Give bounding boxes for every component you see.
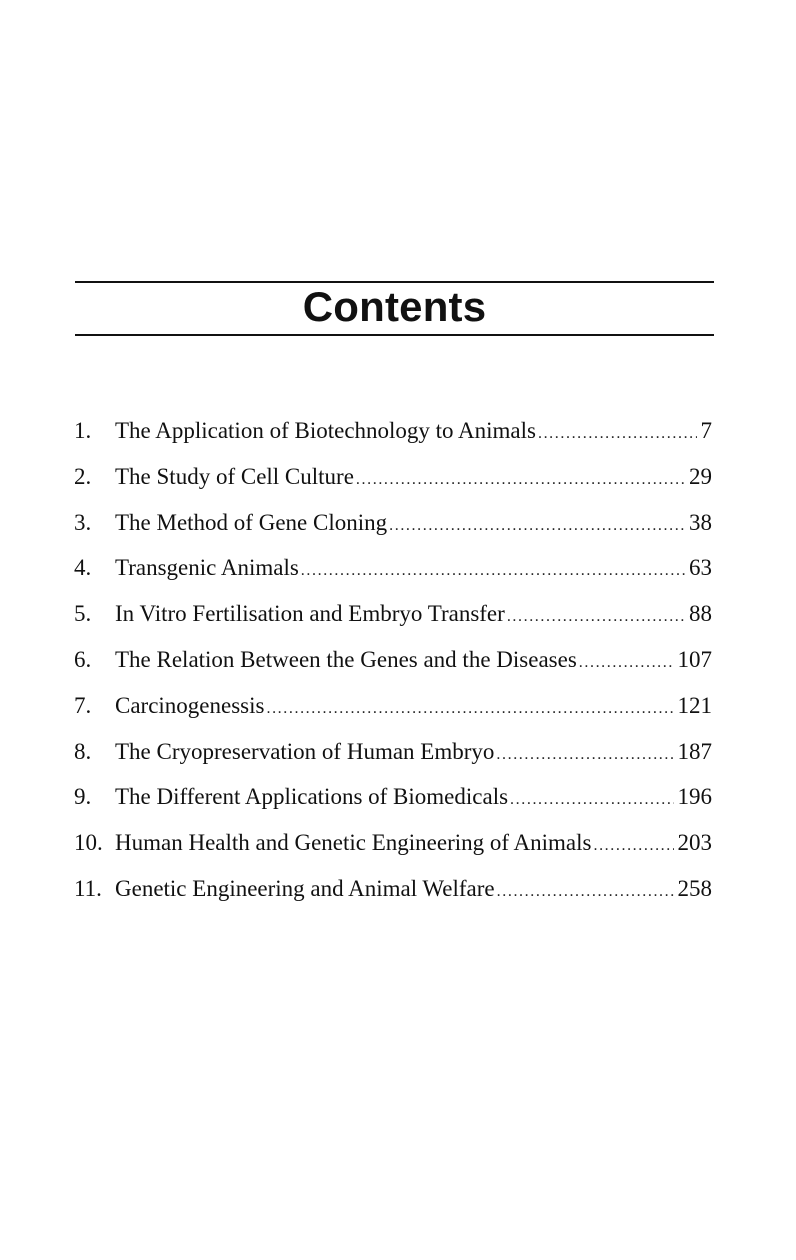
page-number: 203: [677, 830, 712, 856]
dot-leader: [538, 411, 697, 457]
chapter-number: 5.: [74, 601, 92, 627]
heading-rule-bottom: [75, 334, 714, 336]
chapter-number: 3.: [74, 509, 92, 535]
page-number: 187: [677, 738, 712, 764]
chapter-title: The Method of Gene Cloning: [115, 509, 388, 535]
toc-entry: [74, 683, 712, 729]
chapter-title: Human Health and Genetic Engineering of Animals: [115, 830, 592, 856]
dot-leader: [356, 457, 685, 503]
page-number: 107: [677, 646, 712, 672]
chapter-title: Transgenic Animals: [115, 555, 299, 581]
chapter-title: The Cryopreservation of Human Embryo: [115, 738, 495, 764]
chapter-title: In Vitro Fertilisation and Embryo Transfer: [115, 601, 505, 627]
dot-leader: [593, 823, 673, 869]
chapter-number: 8.: [74, 738, 92, 764]
table-of-contents: [74, 408, 712, 912]
page-title: Contents: [302, 283, 487, 330]
toc-entry: [74, 454, 712, 500]
chapter-title: The Different Applications of Biomedicals: [115, 784, 509, 810]
chapter-number: 9.: [74, 784, 92, 810]
chapter-number: 11.: [74, 875, 102, 901]
dot-leader: [266, 686, 673, 732]
page-number: 7: [700, 418, 712, 443]
toc-entry: [74, 820, 712, 866]
page-number: 88: [689, 601, 712, 627]
toc-entry: [74, 591, 712, 637]
toc-entry: [74, 545, 712, 591]
page-number: 38: [689, 509, 712, 535]
dot-leader: [389, 503, 685, 549]
chapter-title: The Relation Between the Genes and the Diseases: [115, 646, 577, 672]
page-number: 29: [689, 463, 712, 489]
chapter-number: 6.: [74, 646, 92, 672]
chapter-title: Carcinogenessis: [115, 692, 265, 718]
toc-entry: [74, 866, 712, 912]
page-number: 258: [677, 875, 712, 901]
chapter-number: 10.: [74, 830, 103, 856]
dot-leader: [507, 594, 685, 640]
chapter-number: 4.: [74, 555, 92, 581]
page-number: 121: [677, 692, 712, 718]
dot-leader: [496, 732, 673, 778]
toc-entry: [74, 637, 712, 683]
chapter-title: The Application of Biotechnology to Animals: [115, 418, 536, 443]
toc-entry: [74, 729, 712, 775]
dot-leader: [510, 777, 673, 823]
toc-entry: [74, 774, 712, 820]
toc-entry: [74, 408, 712, 454]
chapter-title: The Study of Cell Culture: [115, 463, 354, 489]
toc-entry: [74, 500, 712, 546]
chapter-title: Genetic Engineering and Animal Welfare: [115, 875, 495, 901]
page-number: 196: [677, 784, 712, 810]
dot-leader: [301, 548, 685, 594]
chapter-number: 7.: [74, 692, 92, 718]
dot-leader: [497, 869, 674, 915]
page-number: 63: [689, 555, 712, 581]
chapter-number: 2.: [74, 463, 92, 489]
dot-leader: [579, 640, 674, 686]
chapter-number: 1.: [74, 418, 92, 443]
